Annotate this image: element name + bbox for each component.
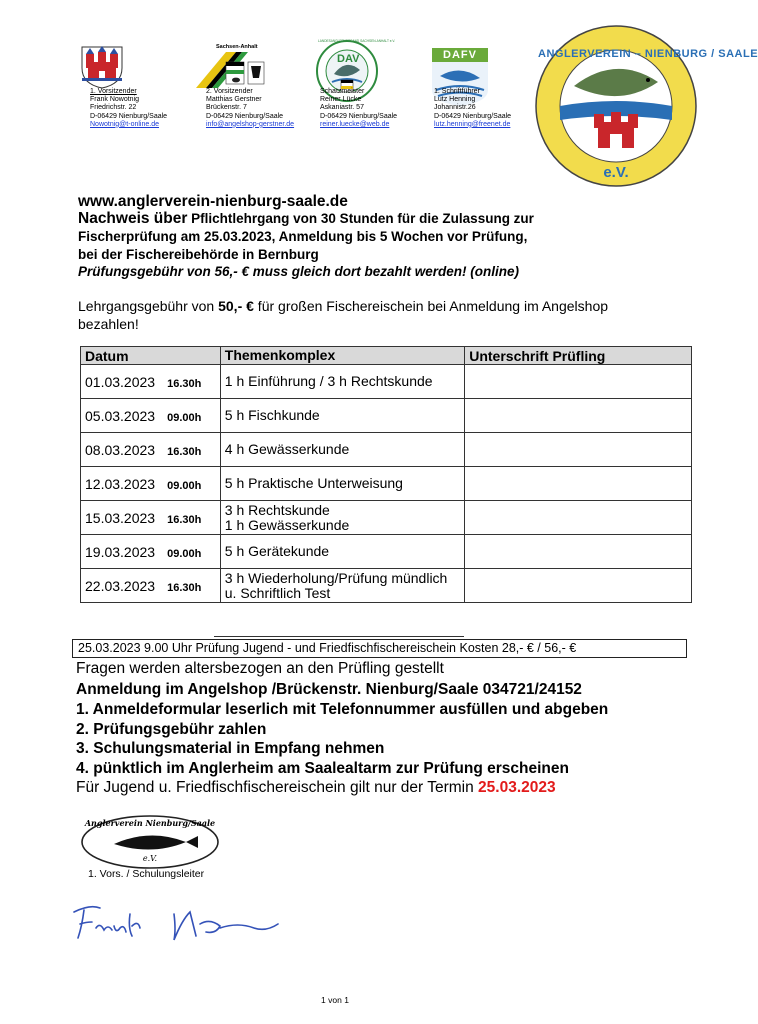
date-cell (81, 535, 221, 569)
column-header-signature: Unterschrift Prüfling (465, 347, 692, 365)
topic-cell (220, 535, 464, 569)
contact-email-link[interactable]: info@angelshop-gerstner.de (206, 120, 295, 128)
course-fee-part1: Lehrgangsgebühr von (78, 298, 219, 314)
topic-cell (220, 433, 464, 467)
topic-cell (220, 467, 464, 501)
contact-vice-chairman (206, 88, 316, 129)
handwritten-signature (70, 898, 290, 948)
date-cell (81, 501, 221, 535)
course-fee-text (78, 297, 698, 333)
step-4: 4. pünktlich im Anglerheim am Saalealtarm zur Prüfung erscheinen (76, 760, 569, 777)
note-registration: Anmeldung im Angelshop /Brückenstr. Nienburg/Saale 034721/24152 (76, 681, 582, 698)
exam-date-box: 25.03.2023 9.00 Uhr Prüfung Jugend - und Friedfischfischereischein Kosten 28,- € / 56,- € (72, 639, 687, 658)
contact-chairman (90, 88, 200, 129)
table-row (81, 433, 692, 467)
course-schedule-table (80, 346, 692, 603)
signature-cell[interactable] (465, 501, 692, 535)
table-row (81, 365, 692, 399)
table-row (81, 569, 692, 603)
contact-street: Brückenstr. 7 (206, 104, 247, 112)
note-final (76, 779, 556, 797)
contact-city: D-06429 Nienburg/Saale (206, 112, 284, 120)
contact-role: Schatzmeister (320, 88, 365, 95)
date-cell (81, 467, 221, 501)
topic-line: 5 h Gerätekunde (224, 543, 330, 559)
signature-cell[interactable] (465, 365, 692, 399)
document-title-line1 (78, 210, 534, 228)
club-stamp (80, 814, 220, 870)
topic-line: 5 h Fischkunde (224, 407, 320, 423)
date-value: 15.03.2023 (85, 509, 156, 526)
time-value: 16.30h (167, 445, 202, 458)
contact-name: Reiner Lücke (320, 96, 362, 104)
topic-cell (220, 569, 464, 603)
date-cell (81, 433, 221, 467)
table-row (81, 501, 692, 535)
title-lead: Nachweis über (78, 210, 188, 227)
date-cell (81, 569, 221, 603)
topic-line: 3 h Rechtskunde (224, 501, 330, 518)
topic-cell (220, 399, 464, 433)
signature-cell[interactable] (465, 433, 692, 467)
topic-line: 5 h Praktische Unterweisung (224, 475, 403, 491)
exam-box-top-line (214, 636, 464, 637)
topic-cell (220, 501, 464, 535)
column-header-date: Datum (81, 347, 221, 365)
topic-cell (220, 365, 464, 399)
time-value: 16.30h (167, 377, 202, 390)
contact-street: Askaniastr. 57 (320, 104, 364, 112)
topic-line: 1 h Gewässerkunde (224, 516, 350, 533)
contact-street: Johannistr.26 (434, 104, 476, 112)
club-ring-text: ANGLERVEREIN – NIENBURG / SAALE (538, 48, 758, 60)
contact-street: Friedrichstr. 22 (90, 104, 137, 112)
contact-name: Frank Nowotnig (90, 96, 140, 104)
date-value: 01.03.2023 (85, 373, 156, 390)
exam-fee-notice: Prüfungsgebühr von 56,- € muss gleich dort bezahlt werden! (online) (78, 264, 520, 279)
table-row (81, 535, 692, 569)
nienburg-coat-of-arms-logo (78, 44, 126, 90)
time-value: 09.00h (167, 547, 202, 560)
dav-ring-text: LANDESANGLERVERBAND SACHSEN-ANHALT e.V. (318, 39, 396, 43)
topic-line: 4 h Gewässerkunde (224, 441, 350, 457)
table-header-row (81, 347, 692, 365)
document-title-line2: Fischerprüfung am 25.03.2023, Anmeldung bis 5 Wochen vor Prüfung, (78, 229, 528, 244)
course-fee-part2: für großen Fischereischein bei Anmeldung im Angelshop (253, 298, 609, 314)
stamp-top-text: Anglerverein Nienburg/Saale (84, 818, 216, 828)
contact-treasurer (320, 88, 430, 129)
signature-caption: 1. Vors. / Schulungsleiter (88, 868, 205, 880)
course-fee-amount: 50,- € (218, 298, 254, 314)
time-value: 09.00h (167, 411, 202, 424)
step-3: 3. Schulungsmaterial in Empfang nehmen (76, 740, 385, 757)
anglerverein-nienburg-club-logo (534, 24, 758, 188)
contact-secretary (434, 88, 544, 129)
topic-line: 3 h Wiederholung/Prüfung mündlich (224, 569, 448, 586)
topic-line: 1 h Einführung / 3 h Rechtskunde (224, 373, 433, 389)
contact-role: 1. Schriftführer (434, 88, 480, 95)
date-cell (81, 365, 221, 399)
note-final-date: 25.03.2023 (478, 779, 556, 796)
note-age-based: Fragen werden altersbezogen an den Prüfling gestellt (76, 660, 444, 677)
course-fee-line2: bezahlen! (78, 316, 139, 332)
dafv-label: DAFV (443, 49, 477, 61)
table-row (81, 399, 692, 433)
contact-city: D-06429 Nienburg/Saale (90, 112, 168, 120)
note-final-text: Für Jugend u. Friedfischfischereischein gilt nur der Termin (76, 779, 479, 796)
stamp-bottom-text: e.V. (142, 854, 158, 863)
contact-role: 2. Vorsitzender (206, 88, 253, 95)
document-title-line3: bei der Fischereibehörde in Bernburg (78, 247, 319, 262)
contact-email-link[interactable]: reiner.luecke@web.de (320, 120, 390, 128)
time-value: 09.00h (167, 479, 202, 492)
time-value: 16.30h (167, 513, 202, 526)
sachsen-anhalt-label: Sachsen-Anhalt (216, 44, 258, 50)
date-value: 22.03.2023 (85, 577, 156, 594)
time-value: 16.30h (167, 581, 202, 594)
contact-name: Lutz Henning (434, 96, 476, 104)
step-2: 2. Prüfungsgebühr zahlen (76, 721, 267, 738)
contact-city: D-06429 Nienburg/Saale (320, 112, 398, 120)
contact-name: Matthias Gerstner (206, 96, 262, 104)
date-value: 08.03.2023 (85, 441, 156, 458)
table-row (81, 467, 692, 501)
contact-city: D-06429 Nienburg/Saale (434, 112, 512, 120)
step-1: 1. Anmeldeformular leserlich mit Telefonnummer ausfüllen und abgeben (76, 701, 609, 718)
date-value: 19.03.2023 (85, 543, 156, 560)
signature-cell[interactable] (465, 569, 692, 603)
topic-line: u. Schriftlich Test (224, 584, 331, 601)
date-value: 12.03.2023 (85, 475, 156, 492)
column-header-topic: Themenkomplex (220, 347, 464, 365)
signature-cell[interactable] (465, 535, 692, 569)
club-ev-text: e.V. (603, 164, 629, 181)
signature-cell[interactable] (465, 399, 692, 433)
signature-cell[interactable] (465, 467, 692, 501)
page-number: 1 von 1 (321, 995, 349, 1005)
date-cell (81, 399, 221, 433)
contact-email-link[interactable]: lutz.henning@freenet.de (434, 120, 511, 128)
contact-email-link[interactable]: Nowotnig@t-online.de (90, 120, 159, 128)
website-url[interactable]: www.anglerverein-nienburg-saale.de (78, 193, 348, 210)
sachsen-anhalt-logo (196, 44, 276, 88)
date-value: 05.03.2023 (85, 407, 156, 424)
contact-role: 1. Vorsitzender (90, 88, 137, 95)
dav-label: DAV (337, 53, 360, 65)
title-rest: Pflichtlehrgang von 30 Stunden für die Zulassung zur (187, 211, 534, 226)
